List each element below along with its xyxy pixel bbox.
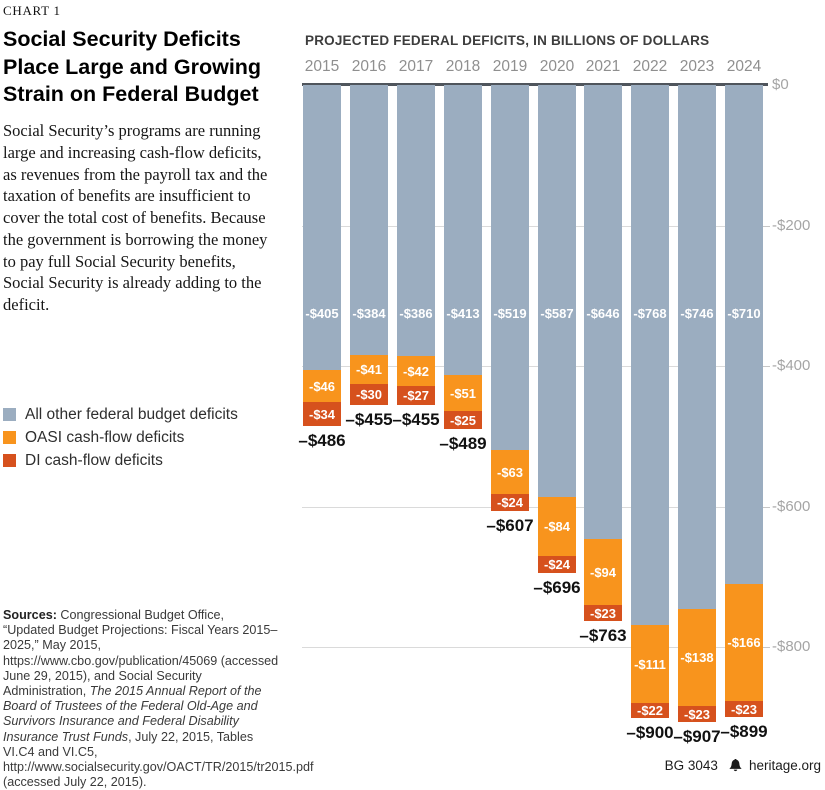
segment-value-label: -$94 bbox=[589, 564, 617, 580]
bar-segment-2019-di bbox=[491, 494, 529, 511]
sources-note bbox=[3, 608, 314, 790]
report-id: BG 3043 bbox=[664, 758, 718, 773]
title-line-3: Strain on Federal Budget bbox=[3, 82, 259, 107]
bar-2015 bbox=[298, 85, 346, 450]
bar-segment-2023-di bbox=[678, 706, 716, 722]
bar-segment-2021-di bbox=[584, 605, 622, 621]
sources-part-2: The 2015 Annual Report of the Board of Trustees of the Federal Old-Age and Survivors Insurance and Federal Disability Insurance Trust Funds bbox=[3, 684, 262, 744]
page-title bbox=[3, 26, 287, 109]
x-axis-label-2016: 2016 bbox=[351, 58, 387, 75]
segment-value-label: -$710 bbox=[727, 306, 761, 321]
segment-value-label: -$646 bbox=[586, 306, 620, 321]
x-axis-label-2020: 2020 bbox=[539, 58, 575, 75]
bar-segment-2021-oasi bbox=[584, 539, 622, 605]
legend bbox=[3, 403, 287, 472]
x-axis-label-2017: 2017 bbox=[398, 58, 434, 75]
sources-part-3: , July 22, 2015, Tables VI.C4 and VI.C5, http://www.socialsecurity.gov/OACT/TR/2015/tr2015.pdf (accessed July 22, 2015). bbox=[3, 729, 314, 790]
segment-value-label: -$30 bbox=[355, 387, 383, 402]
segment-value-label: -$34 bbox=[308, 406, 336, 422]
x-axis-label-2018: 2018 bbox=[445, 58, 481, 75]
x-axis-label-2019: 2019 bbox=[492, 58, 528, 75]
segment-value-label: -$746 bbox=[680, 306, 714, 321]
segment-value-label: -$166 bbox=[727, 635, 761, 650]
bar-segment-2023-oasi bbox=[678, 609, 716, 706]
segment-value-label: -$24 bbox=[496, 495, 524, 510]
bar-total-label: –$763 bbox=[579, 626, 627, 645]
segment-value-label: -$23 bbox=[683, 706, 711, 722]
chart-description: Social Security’s programs are running large and increasing cash-flow deficits, as revenues from the payroll tax and the taxation of benefits are insufficient to cover the total cost of benefits. Because the government is borrowing the money to pay full Social Security benefits, Social Security is already adding to the deficit. bbox=[3, 121, 268, 315]
bar-total-label: –$900 bbox=[626, 723, 674, 742]
y-tick-800 bbox=[762, 647, 770, 648]
segment-value-label: -$41 bbox=[355, 362, 383, 377]
segment-value-label: -$46 bbox=[308, 378, 336, 394]
bar-segment-2022-oasi bbox=[631, 625, 669, 703]
bar-segment-2018-di bbox=[444, 411, 482, 429]
bar-total-label: –$607 bbox=[486, 516, 534, 535]
bar-segment-2020-other bbox=[538, 85, 576, 497]
bar-total-label: –$489 bbox=[439, 434, 487, 453]
segment-value-label: -$519 bbox=[493, 306, 527, 321]
bar-2017 bbox=[392, 85, 440, 429]
segment-value-label: -$111 bbox=[634, 656, 666, 672]
bar-2022 bbox=[626, 85, 674, 742]
segment-value-label: -$22 bbox=[636, 703, 664, 718]
bar-segment-2019-oasi bbox=[491, 450, 529, 494]
x-axis-label-2023: 2023 bbox=[679, 58, 715, 75]
chart-axis-title: PROJECTED FEDERAL DEFICITS, IN BILLIONS OF DOLLARS bbox=[305, 33, 710, 48]
legend-swatch-2 bbox=[3, 454, 16, 467]
legend-swatch-1 bbox=[3, 431, 16, 444]
y-axis-label: -$200 bbox=[772, 217, 811, 234]
y-axis-label: -$800 bbox=[772, 638, 811, 655]
bar-total-label: –$907 bbox=[673, 727, 721, 746]
bar-segment-2019-other bbox=[491, 85, 529, 450]
bar-total-label: –$486 bbox=[298, 431, 346, 450]
legend-swatch-0 bbox=[3, 408, 16, 421]
bar-2016 bbox=[345, 85, 393, 429]
bar-segment-2024-di bbox=[725, 701, 763, 717]
bar-segment-2016-oasi bbox=[350, 355, 388, 384]
y-tick-600 bbox=[762, 507, 770, 508]
x-axis-label-2021: 2021 bbox=[585, 58, 621, 75]
bar-segment-2020-di bbox=[538, 556, 576, 573]
x-axis-label-2024: 2024 bbox=[726, 58, 762, 75]
bar-segment-2022-other bbox=[631, 85, 669, 625]
x-axis-label-2022: 2022 bbox=[632, 58, 668, 75]
bar-total-label: –$455 bbox=[392, 410, 440, 429]
segment-value-label: -$405 bbox=[305, 306, 339, 321]
y-axis-label: $0 bbox=[772, 76, 789, 93]
y-axis-label: -$400 bbox=[772, 357, 811, 374]
segment-value-label: -$138 bbox=[680, 650, 714, 665]
y-tick-200 bbox=[762, 226, 770, 227]
segment-value-label: -$84 bbox=[543, 519, 571, 534]
chart-area bbox=[298, 0, 825, 778]
bar-segment-2016-di bbox=[350, 384, 388, 405]
legend-item bbox=[3, 449, 287, 472]
bar-2024 bbox=[720, 85, 768, 741]
bar-2023 bbox=[673, 85, 721, 746]
segment-value-label: -$42 bbox=[402, 363, 430, 379]
title-line-1: Social Security Deficits bbox=[3, 27, 241, 51]
y-axis-label: -$600 bbox=[772, 498, 811, 515]
bar-total-label: –$899 bbox=[720, 722, 768, 741]
bar-2021 bbox=[579, 85, 627, 645]
segment-value-label: -$63 bbox=[496, 464, 524, 480]
bar-segment-2017-oasi bbox=[397, 356, 435, 386]
bar-2018 bbox=[439, 85, 487, 453]
sources-part-0: Sources: bbox=[3, 608, 61, 622]
site-label: heritage.org bbox=[748, 758, 821, 773]
bar-segment-2024-oasi bbox=[725, 584, 763, 701]
legend-item bbox=[3, 403, 287, 426]
legend-item-label: DI cash-flow deficits bbox=[25, 451, 163, 469]
sources-part-1: Congressional Budget Office, “Updated Budget Projections: Fiscal Years 2015–2025,” May 2015, https://www.cbo.gov/publication/45069 (accessed June 29, 2015), and Social Security Administration, bbox=[3, 608, 279, 699]
bar-segment-2024-other bbox=[725, 85, 763, 584]
legend-item-label: All other federal budget deficits bbox=[25, 405, 238, 423]
segment-value-label: -$27 bbox=[402, 388, 430, 403]
segment-value-label: -$386 bbox=[399, 306, 433, 321]
title-line-2: Place Large and Growing bbox=[3, 54, 262, 79]
bar-total-label: –$696 bbox=[533, 578, 581, 597]
segment-value-label: -$587 bbox=[540, 306, 574, 321]
chart-kicker: CHART 1 bbox=[3, 3, 61, 18]
heritage-bell-icon bbox=[728, 758, 743, 773]
segment-value-label: -$25 bbox=[449, 412, 477, 428]
bar-segment-2015-other bbox=[303, 85, 341, 370]
bar-2020 bbox=[533, 85, 581, 597]
footer bbox=[665, 758, 821, 773]
bar-segment-2017-di bbox=[397, 386, 435, 405]
segment-value-label: -$413 bbox=[446, 306, 480, 321]
bar-segment-2023-other bbox=[678, 85, 716, 609]
segment-value-label: -$384 bbox=[352, 306, 386, 321]
segment-value-label: -$24 bbox=[543, 557, 571, 572]
bar-total-label: –$455 bbox=[345, 410, 393, 429]
bar-segment-2022-di bbox=[631, 703, 669, 718]
bar-2019 bbox=[486, 85, 534, 535]
bar-segment-2020-oasi bbox=[538, 497, 576, 556]
y-tick-400 bbox=[762, 366, 770, 367]
segment-value-label: -$23 bbox=[589, 605, 617, 621]
bar-segment-2018-other bbox=[444, 85, 482, 375]
legend-item bbox=[3, 426, 287, 449]
x-axis-label-2015: 2015 bbox=[304, 58, 340, 75]
legend-item-label: OASI cash-flow deficits bbox=[25, 428, 185, 446]
bar-segment-2015-oasi bbox=[303, 370, 341, 402]
segment-value-label: -$23 bbox=[730, 701, 758, 717]
segment-value-label: -$768 bbox=[633, 306, 667, 321]
bar-segment-2018-oasi bbox=[444, 375, 482, 411]
segment-value-label: -$51 bbox=[449, 385, 477, 401]
